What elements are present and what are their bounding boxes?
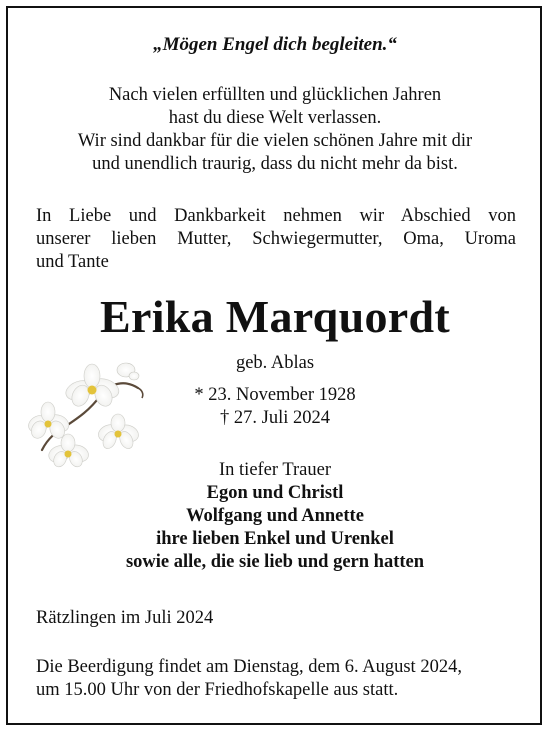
motto: „Mögen Engel dich begleiten.“ (153, 34, 397, 55)
intro-line: unserer lieben Mutter, Schwiegermutter, Oma, Uroma (36, 229, 516, 249)
mourners (0, 459, 550, 574)
mourner-line: Wolfgang und Annette (186, 506, 364, 526)
place-date: Rätzlingen im Juli 2024 (36, 608, 214, 628)
poem-line: und unendlich traurig, dass du nicht mehr da bist. (92, 154, 458, 174)
birth-name: geb. Ablas (235, 353, 315, 373)
poem (0, 84, 550, 176)
mourner-line: ihre lieben Enkel und Urenkel (156, 529, 394, 549)
death-date: † 27. Juli 2024 (220, 408, 330, 428)
poem-line: Wir sind dankbar für die vielen schönen Jahre mit dir (77, 131, 473, 151)
life-dates (0, 361, 550, 430)
intro-line: In Liebe und Dankbarkeit nehmen wir Abschied von (36, 206, 516, 226)
funeral-info (36, 656, 516, 702)
mourning-intro: In tiefer Trauer (219, 460, 331, 480)
funeral-line: Die Beerdigung findet am Dienstag, dem 6. August 2024, (36, 657, 462, 677)
birth-date: * 23. November 1928 (194, 385, 356, 405)
poem-line: hast du diese Welt verlassen. (168, 108, 382, 128)
intro-line: und Tante (36, 252, 109, 272)
mourner-line: sowie alle, die sie lieb und gern hatten (125, 552, 425, 572)
intro-text (36, 205, 516, 274)
poem-line: Nach vielen erfüllten und glücklichen Jahren (108, 85, 442, 105)
deceased-name: Erika Marquordt (100, 291, 450, 342)
funeral-line: um 15.00 Uhr von der Friedhofskapelle aus statt. (36, 680, 399, 700)
mourner-line: Egon und Christl (206, 483, 344, 503)
